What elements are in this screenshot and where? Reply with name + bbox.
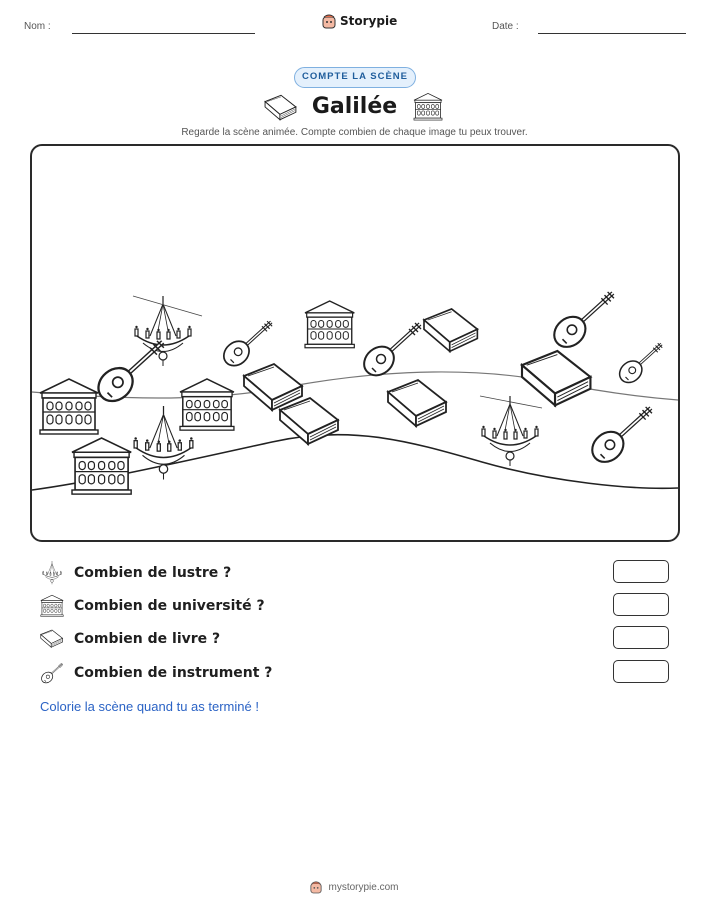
footer-url[interactable]: mystorypie.com	[328, 881, 399, 893]
question-text: Combien de livre ?	[74, 631, 221, 647]
date-label: Date :	[492, 21, 519, 32]
lute-4	[548, 292, 614, 353]
name-label: Nom :	[24, 21, 51, 32]
scene-drawing	[32, 146, 678, 540]
page-title: Galilée	[311, 94, 398, 119]
lute-6	[586, 407, 652, 468]
answer-box-chandelier[interactable]	[613, 560, 669, 583]
chandelier-3	[482, 396, 538, 466]
instructions: Regarde la scène animée. Compte combien de chaque image tu peux trouver.	[181, 127, 528, 138]
university-1	[40, 379, 98, 434]
university-4	[305, 301, 354, 348]
university-icon	[40, 594, 64, 618]
university-2	[180, 379, 234, 430]
chandelier-icon	[40, 561, 64, 585]
question-chandelier	[40, 561, 231, 585]
name-field[interactable]	[72, 33, 255, 34]
lute-icon	[40, 661, 64, 685]
book-1	[244, 364, 302, 410]
coloring-note: Colorie la scène quand tu as terminé !	[40, 699, 259, 714]
date-field[interactable]	[538, 33, 686, 34]
book-3	[388, 380, 446, 426]
lute-5	[615, 343, 662, 387]
storypie-logo-icon	[310, 880, 322, 894]
lute-2	[219, 321, 272, 371]
question-text: Combien de lustre ?	[74, 565, 232, 581]
question-book	[40, 627, 220, 651]
title-row	[0, 92, 709, 122]
storypie-logo-icon	[322, 13, 336, 29]
brand-name: Storypie	[340, 14, 398, 28]
footer	[0, 880, 709, 894]
question-text: Combien de université ?	[74, 598, 265, 614]
answer-box-university[interactable]	[613, 593, 669, 616]
question-text: Combien de instrument ?	[74, 665, 273, 681]
book-4	[424, 309, 477, 351]
header	[0, 0, 709, 50]
university-3	[72, 438, 131, 494]
answer-box-book[interactable]	[613, 626, 669, 649]
counting-scene[interactable]	[30, 144, 680, 542]
question-instrument	[40, 661, 272, 685]
activity-badge: COMPTE LA SCÈNE	[294, 67, 416, 88]
brand	[322, 13, 397, 29]
chandelier-1	[135, 296, 191, 366]
book-icon	[40, 627, 64, 651]
answer-box-instrument[interactable]	[613, 660, 669, 683]
book-5	[522, 351, 590, 405]
university-icon	[413, 92, 443, 122]
book-2	[280, 398, 338, 444]
question-university	[40, 594, 265, 618]
